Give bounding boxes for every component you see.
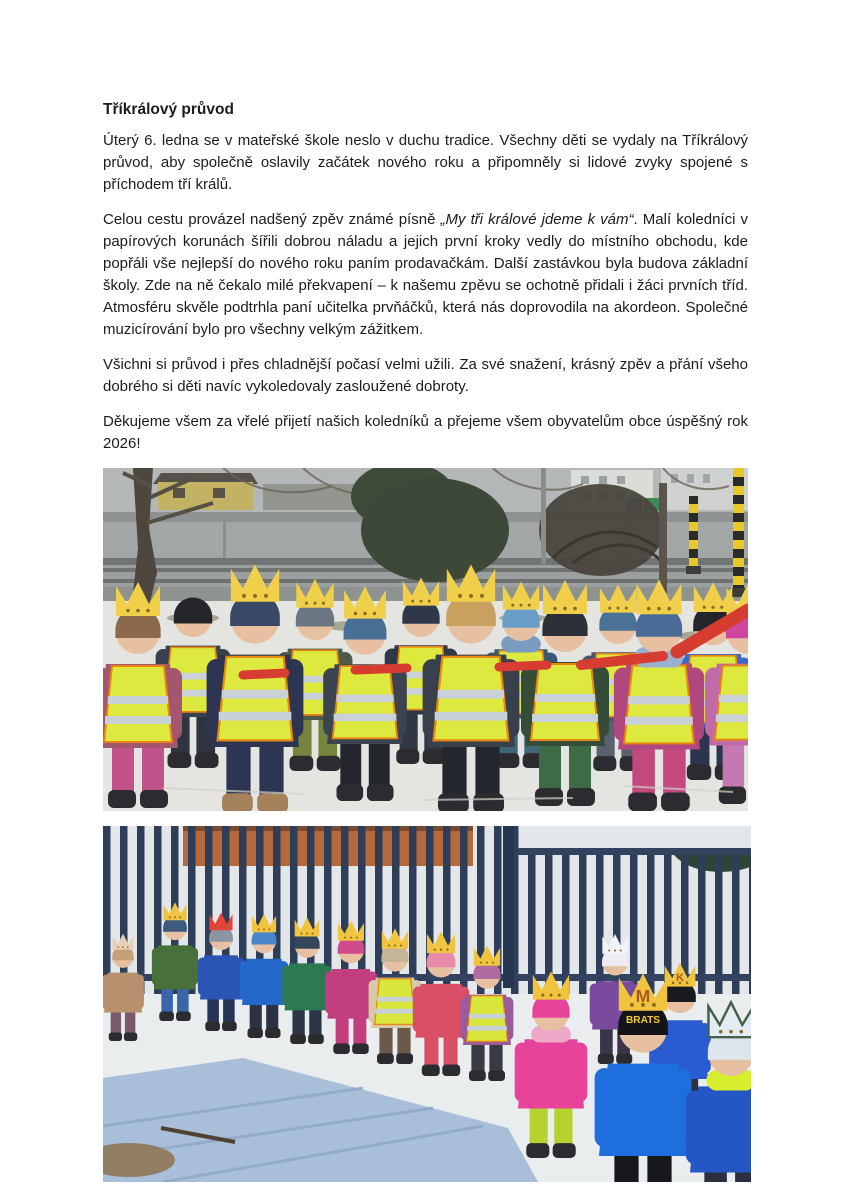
paragraph-intro: Úterý 6. ledna se v mateřské škole neslo v duchu tradice. Všechny děti se vydaly na Tříkrálový průvod, aby společně oslavily začátek nového roku a připomněly si lidové zvyky spojené s příchodem tří králů.	[103, 132, 748, 193]
photo-procession-fence	[103, 826, 748, 1182]
photo-procession-railway	[103, 468, 748, 811]
photo-procession-fence-image	[103, 826, 751, 1182]
svg-text:BRATS: BRATS	[625, 1014, 661, 1026]
page-title: Tříkrálový průvod	[103, 101, 234, 118]
paragraph-enjoyment: Všichni si průvod i přes chladnější počasí velmi užili. Za své snažení, krásný zpěv a přání všeho dobrého si děti navíc vykoledovaly zasloužené dobroty.	[103, 356, 748, 395]
svg-text:M: M	[635, 986, 651, 1006]
paragraph-journey: Celou cestu provázel nadšený zpěv známé písně „My tři králové jdeme k vám“. Malí koledníci v papírových korunách šířili dobrou náladu a jejich první kroky vedly do místního obchodu, kde popřáli vše nejlepší do nového roku paním prodavačkám. Další zastávkou byla budova základní školy. Zde na ně čekalo milé překvapení – k našemu zpěvu se ochotně přidali i žáci prvních tříd. Atmosféru skvěle podtrhla paní učitelka prvňáčků, která nás doprovodila na akordeon. Společné muzicírování bylo pro všechny velkým zážitkem.	[103, 211, 748, 338]
photo-procession-railway-image	[103, 468, 748, 811]
paragraph-thanks: Děkujeme všem za vřelé přijetí našich koledníků a přejeme všem obyvatelům obce úspěšný rok 2026!	[103, 413, 748, 452]
svg-text:K: K	[675, 972, 685, 984]
